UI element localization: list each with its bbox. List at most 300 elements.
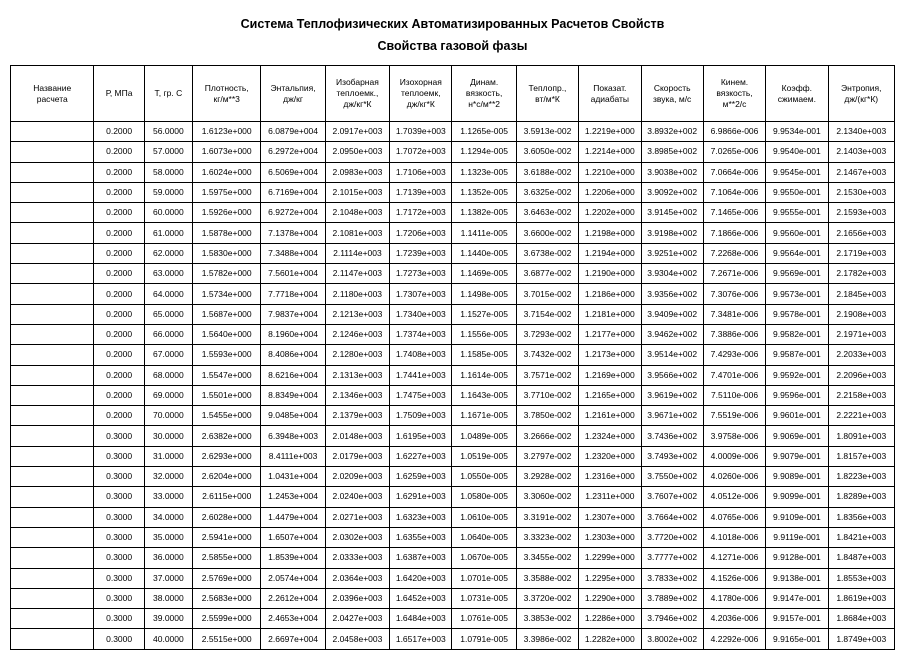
cell-cp: 2.0271e+003 xyxy=(325,507,389,527)
column-header-line: кг/м**3 xyxy=(213,93,240,104)
cell-h: 6.7169e+004 xyxy=(261,182,325,202)
column-header-cp[interactable] xyxy=(325,66,389,122)
cell-cv: 1.7408e+003 xyxy=(390,345,452,365)
table-row[interactable] xyxy=(11,588,895,608)
cell-cv: 1.7206e+003 xyxy=(390,223,452,243)
cell-z: 9.9592e-001 xyxy=(766,365,828,385)
cell-mu: 1.1585e-005 xyxy=(452,345,516,365)
column-header-w[interactable] xyxy=(641,66,703,122)
cell-s: 1.8619e+003 xyxy=(828,588,894,608)
cell-nu: 7.0265e-006 xyxy=(703,142,765,162)
cell-mu: 1.1556e-005 xyxy=(452,324,516,344)
cell-h: 1.2453e+004 xyxy=(261,487,325,507)
cell-name xyxy=(11,527,94,547)
cell-rho: 2.5941e+000 xyxy=(193,527,261,547)
cell-lam: 3.2797e-002 xyxy=(516,446,578,466)
table-row[interactable] xyxy=(11,568,895,588)
cell-mu: 1.1469e-005 xyxy=(452,264,516,284)
table-row[interactable] xyxy=(11,304,895,324)
cell-k: 1.2177e+000 xyxy=(579,324,641,344)
cell-rho: 2.6293e+000 xyxy=(193,446,261,466)
cell-z: 9.9601e-001 xyxy=(766,406,828,426)
cell-z: 9.9564e-001 xyxy=(766,243,828,263)
cell-cp: 2.1180e+003 xyxy=(325,284,389,304)
cell-k: 1.2202e+000 xyxy=(579,203,641,223)
cell-cp: 2.1081e+003 xyxy=(325,223,389,243)
cell-name xyxy=(11,609,94,629)
column-header-line: Динам. xyxy=(470,77,499,87)
cell-z: 9.9569e-001 xyxy=(766,264,828,284)
cell-name xyxy=(11,629,94,649)
cell-nu: 7.4701e-006 xyxy=(703,365,765,385)
cell-p: 0.3000 xyxy=(94,507,144,527)
cell-nu: 3.9758e-006 xyxy=(703,426,765,446)
cell-s: 1.8223e+003 xyxy=(828,467,894,487)
gas-phase-properties-table xyxy=(10,65,895,650)
cell-z: 9.9128e-001 xyxy=(766,548,828,568)
cell-z: 9.9147e-001 xyxy=(766,588,828,608)
table-header-row xyxy=(11,66,895,122)
cell-z: 9.9138e-001 xyxy=(766,568,828,588)
table-row[interactable] xyxy=(11,629,895,649)
cell-mu: 1.0670e-005 xyxy=(452,548,516,568)
cell-z: 9.9582e-001 xyxy=(766,324,828,344)
cell-lam: 3.7432e-002 xyxy=(516,345,578,365)
cell-nu: 7.4293e-006 xyxy=(703,345,765,365)
cell-h: 1.4479e+004 xyxy=(261,507,325,527)
cell-mu: 1.1440e-005 xyxy=(452,243,516,263)
cell-p: 0.2000 xyxy=(94,182,144,202)
cell-mu: 1.0791e-005 xyxy=(452,629,516,649)
cell-nu: 4.0260e-006 xyxy=(703,467,765,487)
cell-cv: 1.6387e+003 xyxy=(390,548,452,568)
cell-cv: 1.6227e+003 xyxy=(390,446,452,466)
column-header-line: теплоемк., xyxy=(336,88,379,98)
cell-z: 9.9555e-001 xyxy=(766,203,828,223)
table-row[interactable] xyxy=(11,142,895,162)
cell-lam: 3.7154e-002 xyxy=(516,304,578,324)
table-row[interactable] xyxy=(11,385,895,405)
cell-name xyxy=(11,223,94,243)
cell-s: 1.8553e+003 xyxy=(828,568,894,588)
table-row[interactable] xyxy=(11,467,895,487)
cell-p: 0.3000 xyxy=(94,527,144,547)
cell-cv: 1.7172e+003 xyxy=(390,203,452,223)
cell-rho: 2.5769e+000 xyxy=(193,568,261,588)
cell-rho: 2.6028e+000 xyxy=(193,507,261,527)
cell-w: 3.7436e+002 xyxy=(641,426,703,446)
table-row[interactable] xyxy=(11,527,895,547)
cell-nu: 6.9866e-006 xyxy=(703,122,765,142)
cell-cv: 1.7072e+003 xyxy=(390,142,452,162)
cell-s: 1.8091e+003 xyxy=(828,426,894,446)
cell-lam: 3.7571e-002 xyxy=(516,365,578,385)
column-header-mu[interactable] xyxy=(452,66,516,122)
cell-name xyxy=(11,345,94,365)
cell-k: 1.2290e+000 xyxy=(579,588,641,608)
cell-s: 2.1971e+003 xyxy=(828,324,894,344)
cell-t: 67.0000 xyxy=(144,345,192,365)
cell-p: 0.3000 xyxy=(94,548,144,568)
cell-cv: 1.7239e+003 xyxy=(390,243,452,263)
column-header-cv[interactable] xyxy=(390,66,452,122)
cell-k: 1.2307e+000 xyxy=(579,507,641,527)
cell-rho: 1.5830e+000 xyxy=(193,243,261,263)
cell-p: 0.2000 xyxy=(94,284,144,304)
cell-p: 0.3000 xyxy=(94,609,144,629)
cell-w: 3.7777e+002 xyxy=(641,548,703,568)
cell-h: 8.8349e+004 xyxy=(261,385,325,405)
cell-w: 3.9671e+002 xyxy=(641,406,703,426)
cell-cp: 2.0148e+003 xyxy=(325,426,389,446)
cell-z: 9.9545e-001 xyxy=(766,162,828,182)
cell-cv: 1.6517e+003 xyxy=(390,629,452,649)
cell-s: 1.8157e+003 xyxy=(828,446,894,466)
cell-w: 3.8002e+002 xyxy=(641,629,703,649)
cell-t: 69.0000 xyxy=(144,385,192,405)
cell-nu: 4.1271e-006 xyxy=(703,548,765,568)
cell-k: 1.2214e+000 xyxy=(579,142,641,162)
cell-rho: 2.5855e+000 xyxy=(193,548,261,568)
cell-h: 8.6216e+004 xyxy=(261,365,325,385)
cell-name xyxy=(11,142,94,162)
cell-t: 38.0000 xyxy=(144,588,192,608)
cell-p: 0.3000 xyxy=(94,487,144,507)
cell-cv: 1.7139e+003 xyxy=(390,182,452,202)
cell-cp: 2.1048e+003 xyxy=(325,203,389,223)
table-row[interactable] xyxy=(11,243,895,263)
cell-name xyxy=(11,203,94,223)
cell-k: 1.2198e+000 xyxy=(579,223,641,243)
cell-nu: 7.3481e-006 xyxy=(703,304,765,324)
cell-lam: 3.6600e-002 xyxy=(516,223,578,243)
cell-w: 3.7720e+002 xyxy=(641,527,703,547)
cell-cp: 2.0364e+003 xyxy=(325,568,389,588)
cell-k: 1.2219e+000 xyxy=(579,122,641,142)
cell-w: 3.8985e+002 xyxy=(641,142,703,162)
cell-name xyxy=(11,507,94,527)
column-header-line: Кинем. xyxy=(720,77,749,87)
cell-p: 0.2000 xyxy=(94,345,144,365)
table-row[interactable] xyxy=(11,264,895,284)
table-row[interactable] xyxy=(11,223,895,243)
cell-lam: 3.3060e-002 xyxy=(516,487,578,507)
column-header-line: вязкость, xyxy=(716,88,753,98)
cell-cp: 2.1213e+003 xyxy=(325,304,389,324)
cell-lam: 3.2666e-002 xyxy=(516,426,578,446)
cell-rho: 1.6024e+000 xyxy=(193,162,261,182)
cell-cp: 2.1147e+003 xyxy=(325,264,389,284)
cell-w: 3.7550e+002 xyxy=(641,467,703,487)
cell-lam: 3.2928e-002 xyxy=(516,467,578,487)
table-row[interactable] xyxy=(11,406,895,426)
cell-mu: 1.1323e-005 xyxy=(452,162,516,182)
cell-nu: 7.1064e-006 xyxy=(703,182,765,202)
table-row[interactable] xyxy=(11,284,895,304)
column-header-line: Коэфф. xyxy=(781,82,813,93)
cell-t: 33.0000 xyxy=(144,487,192,507)
cell-nu: 4.0512e-006 xyxy=(703,487,765,507)
cell-k: 1.2324e+000 xyxy=(579,426,641,446)
cell-rho: 1.5593e+000 xyxy=(193,345,261,365)
cell-w: 3.9251e+002 xyxy=(641,243,703,263)
cell-p: 0.2000 xyxy=(94,385,144,405)
cell-cv: 1.6452e+003 xyxy=(390,588,452,608)
cell-lam: 3.3853e-002 xyxy=(516,609,578,629)
cell-lam: 3.7710e-002 xyxy=(516,385,578,405)
cell-t: 34.0000 xyxy=(144,507,192,527)
cell-p: 0.2000 xyxy=(94,223,144,243)
cell-z: 9.9089e-001 xyxy=(766,467,828,487)
table-row[interactable] xyxy=(11,548,895,568)
table-row[interactable] xyxy=(11,345,895,365)
cell-z: 9.9157e-001 xyxy=(766,609,828,629)
column-header-rho[interactable] xyxy=(193,66,261,122)
cell-cv: 1.6420e+003 xyxy=(390,568,452,588)
cell-name xyxy=(11,284,94,304)
table-row[interactable] xyxy=(11,365,895,385)
cell-nu: 7.5519e-006 xyxy=(703,406,765,426)
cell-p: 0.2000 xyxy=(94,406,144,426)
cell-w: 3.7493e+002 xyxy=(641,446,703,466)
cell-h: 6.9272e+004 xyxy=(261,203,325,223)
cell-name xyxy=(11,365,94,385)
cell-mu: 1.1352e-005 xyxy=(452,182,516,202)
cell-p: 0.3000 xyxy=(94,446,144,466)
cell-w: 3.7664e+002 xyxy=(641,507,703,527)
cell-name xyxy=(11,588,94,608)
cell-h: 1.0431e+004 xyxy=(261,467,325,487)
cell-w: 3.7946e+002 xyxy=(641,609,703,629)
table-row[interactable] xyxy=(11,609,895,629)
column-header-line: м**2/с xyxy=(722,99,747,109)
column-header-line: Р, МПа xyxy=(105,88,133,98)
cell-lam: 3.7850e-002 xyxy=(516,406,578,426)
cell-w: 3.9356e+002 xyxy=(641,284,703,304)
cell-lam: 3.3588e-002 xyxy=(516,568,578,588)
column-header-line: Энтальпия, xyxy=(270,82,316,93)
cell-nu: 4.0009e-006 xyxy=(703,446,765,466)
column-header-line: дж/кг xyxy=(283,93,303,104)
cell-nu: 4.1018e-006 xyxy=(703,527,765,547)
cell-k: 1.2194e+000 xyxy=(579,243,641,263)
cell-cp: 2.0302e+003 xyxy=(325,527,389,547)
column-header-lam[interactable] xyxy=(516,66,578,122)
cell-p: 0.2000 xyxy=(94,162,144,182)
column-header-line: Изохорная xyxy=(399,77,442,87)
cell-z: 9.9069e-001 xyxy=(766,426,828,446)
cell-rho: 2.5515e+000 xyxy=(193,629,261,649)
cell-k: 1.2299e+000 xyxy=(579,548,641,568)
cell-nu: 7.0664e-006 xyxy=(703,162,765,182)
column-header-line: Показат. xyxy=(593,82,627,93)
report-titles xyxy=(0,0,905,57)
cell-h: 7.9837e+004 xyxy=(261,304,325,324)
cell-w: 3.9092e+002 xyxy=(641,182,703,202)
cell-rho: 1.5975e+000 xyxy=(193,182,261,202)
column-header-t[interactable] xyxy=(144,66,192,122)
cell-p: 0.2000 xyxy=(94,304,144,324)
table-row[interactable] xyxy=(11,487,895,507)
column-header-h[interactable] xyxy=(261,66,325,122)
cell-mu: 1.1527e-005 xyxy=(452,304,516,324)
cell-rho: 1.5547e+000 xyxy=(193,365,261,385)
column-header-line: вт/м*К xyxy=(535,93,560,104)
cell-k: 1.2181e+000 xyxy=(579,304,641,324)
cell-nu: 4.1780e-006 xyxy=(703,588,765,608)
cell-t: 30.0000 xyxy=(144,426,192,446)
cell-cv: 1.7307e+003 xyxy=(390,284,452,304)
column-header-line: Скорость xyxy=(653,82,691,93)
cell-w: 3.9514e+002 xyxy=(641,345,703,365)
cell-t: 62.0000 xyxy=(144,243,192,263)
cell-cv: 1.7475e+003 xyxy=(390,385,452,405)
cell-k: 1.2190e+000 xyxy=(579,264,641,284)
cell-nu: 7.1465e-006 xyxy=(703,203,765,223)
cell-h: 7.7718e+004 xyxy=(261,284,325,304)
cell-p: 0.3000 xyxy=(94,629,144,649)
cell-rho: 1.5734e+000 xyxy=(193,284,261,304)
cell-nu: 7.5110e-006 xyxy=(703,385,765,405)
cell-s: 2.1403e+003 xyxy=(828,142,894,162)
table-row[interactable] xyxy=(11,203,895,223)
properties-table-container xyxy=(10,65,895,650)
cell-k: 1.2210e+000 xyxy=(579,162,641,182)
column-header-s[interactable] xyxy=(828,66,894,122)
cell-t: 61.0000 xyxy=(144,223,192,243)
cell-rho: 1.5640e+000 xyxy=(193,324,261,344)
cell-z: 9.9534e-001 xyxy=(766,122,828,142)
cell-s: 1.8487e+003 xyxy=(828,548,894,568)
cell-s: 2.1908e+003 xyxy=(828,304,894,324)
column-header-line: расчета xyxy=(36,93,68,104)
cell-s: 2.1719e+003 xyxy=(828,243,894,263)
cell-p: 0.2000 xyxy=(94,243,144,263)
cell-cv: 1.7039e+003 xyxy=(390,122,452,142)
cell-mu: 1.0550e-005 xyxy=(452,467,516,487)
cell-lam: 3.3191e-002 xyxy=(516,507,578,527)
cell-lam: 3.5913e-002 xyxy=(516,122,578,142)
cell-t: 60.0000 xyxy=(144,203,192,223)
cell-z: 9.9079e-001 xyxy=(766,446,828,466)
cell-name xyxy=(11,122,94,142)
cell-nu: 4.1526e-006 xyxy=(703,568,765,588)
cell-t: 63.0000 xyxy=(144,264,192,284)
cell-k: 1.2161e+000 xyxy=(579,406,641,426)
cell-cp: 2.1379e+003 xyxy=(325,406,389,426)
cell-t: 64.0000 xyxy=(144,284,192,304)
column-header-k[interactable] xyxy=(579,66,641,122)
cell-k: 1.2173e+000 xyxy=(579,345,641,365)
cell-rho: 2.6115e+000 xyxy=(193,487,261,507)
cell-name xyxy=(11,182,94,202)
cell-h: 7.1378e+004 xyxy=(261,223,325,243)
cell-mu: 1.1265e-005 xyxy=(452,122,516,142)
cell-k: 1.2165e+000 xyxy=(579,385,641,405)
page-title: Система Теплофизических Автоматизированных Расчетов Свойств xyxy=(240,17,665,31)
table-row[interactable] xyxy=(11,182,895,202)
cell-w: 3.9198e+002 xyxy=(641,223,703,243)
cell-mu: 1.1382e-005 xyxy=(452,203,516,223)
column-header-line: Плотность, xyxy=(204,82,249,93)
cell-cp: 2.1313e+003 xyxy=(325,365,389,385)
table-body xyxy=(11,122,895,650)
cell-nu: 4.2036e-006 xyxy=(703,609,765,629)
cell-mu: 1.0731e-005 xyxy=(452,588,516,608)
table-row[interactable] xyxy=(11,507,895,527)
column-header-line: теплоемк, xyxy=(401,88,441,98)
table-row[interactable] xyxy=(11,446,895,466)
cell-cp: 2.0396e+003 xyxy=(325,588,389,608)
cell-s: 1.8749e+003 xyxy=(828,629,894,649)
cell-t: 65.0000 xyxy=(144,304,192,324)
cell-p: 0.3000 xyxy=(94,568,144,588)
cell-mu: 1.0701e-005 xyxy=(452,568,516,588)
cell-h: 1.6507e+004 xyxy=(261,527,325,547)
cell-cv: 1.7273e+003 xyxy=(390,264,452,284)
cell-rho: 1.5501e+000 xyxy=(193,385,261,405)
cell-cv: 1.6259e+003 xyxy=(390,467,452,487)
cell-h: 7.5601e+004 xyxy=(261,264,325,284)
column-header-p[interactable] xyxy=(94,66,144,122)
cell-mu: 1.1411e-005 xyxy=(452,223,516,243)
cell-h: 6.0879e+004 xyxy=(261,122,325,142)
cell-k: 1.2320e+000 xyxy=(579,446,641,466)
cell-w: 3.9038e+002 xyxy=(641,162,703,182)
column-header-nu[interactable] xyxy=(703,66,765,122)
cell-p: 0.2000 xyxy=(94,324,144,344)
column-header-name[interactable] xyxy=(11,66,94,122)
cell-p: 0.2000 xyxy=(94,142,144,162)
cell-w: 3.7889e+002 xyxy=(641,588,703,608)
cell-k: 1.2282e+000 xyxy=(579,629,641,649)
cell-cp: 2.0179e+003 xyxy=(325,446,389,466)
column-header-line: н*с/м**2 xyxy=(468,99,501,109)
cell-p: 0.2000 xyxy=(94,203,144,223)
cell-t: 31.0000 xyxy=(144,446,192,466)
cell-mu: 1.0640e-005 xyxy=(452,527,516,547)
cell-h: 2.2612e+004 xyxy=(261,588,325,608)
table-row[interactable] xyxy=(11,162,895,182)
table-row[interactable] xyxy=(11,324,895,344)
cell-p: 0.3000 xyxy=(94,426,144,446)
cell-z: 9.9560e-001 xyxy=(766,223,828,243)
cell-lam: 3.3986e-002 xyxy=(516,629,578,649)
cell-name xyxy=(11,426,94,446)
cell-cv: 1.7509e+003 xyxy=(390,406,452,426)
cell-nu: 7.2268e-006 xyxy=(703,243,765,263)
table-row[interactable] xyxy=(11,122,895,142)
column-header-z[interactable] xyxy=(766,66,828,122)
cell-cp: 2.0209e+003 xyxy=(325,467,389,487)
cell-lam: 3.3323e-002 xyxy=(516,527,578,547)
cell-cv: 1.6195e+003 xyxy=(390,426,452,446)
cell-mu: 1.1671e-005 xyxy=(452,406,516,426)
cell-w: 3.8932e+002 xyxy=(641,122,703,142)
cell-k: 1.2303e+000 xyxy=(579,527,641,547)
cell-t: 70.0000 xyxy=(144,406,192,426)
table-row[interactable] xyxy=(11,426,895,446)
cell-k: 1.2186e+000 xyxy=(579,284,641,304)
cell-t: 37.0000 xyxy=(144,568,192,588)
cell-s: 2.2158e+003 xyxy=(828,385,894,405)
cell-lam: 3.6188e-002 xyxy=(516,162,578,182)
cell-w: 3.9566e+002 xyxy=(641,365,703,385)
cell-cv: 1.6323e+003 xyxy=(390,507,452,527)
cell-k: 1.2286e+000 xyxy=(579,609,641,629)
cell-cp: 2.0333e+003 xyxy=(325,548,389,568)
cell-cp: 2.0427e+003 xyxy=(325,609,389,629)
